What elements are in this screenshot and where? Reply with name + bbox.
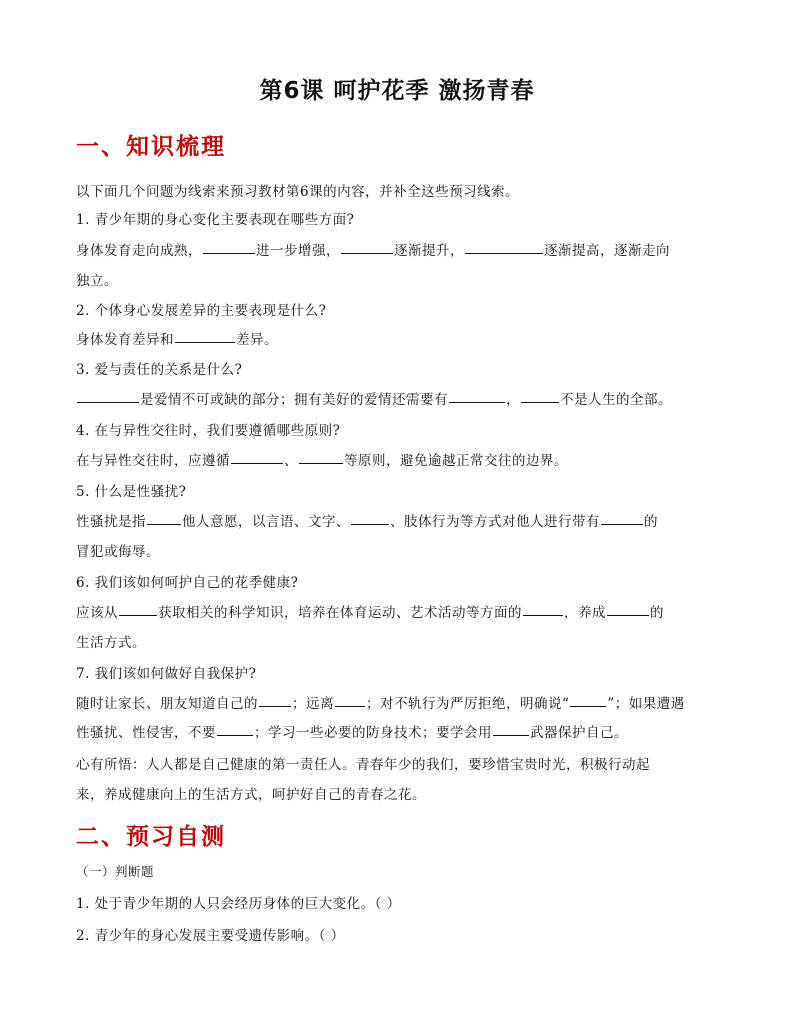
section-heading-selftest: 二、预习自测 xyxy=(76,824,226,850)
answer-7-text-b: ；远离 xyxy=(292,696,334,712)
answer-7-text-d: ”；如果遭遇 xyxy=(607,696,685,712)
question-5: 5. 什么是性骚扰? xyxy=(76,484,187,500)
answer-3-text-b: ， xyxy=(506,392,520,408)
fill-blank[interactable] xyxy=(449,401,505,403)
answer-4-text-c: 等原则，避免逾越正常交往的边界。 xyxy=(344,453,568,469)
answer-7-cont xyxy=(76,721,726,741)
fill-blank[interactable] xyxy=(119,614,157,616)
answer-4-text-a: 在与异性交往时，应遵循 xyxy=(76,453,230,469)
answer-6-text-a: 应该从 xyxy=(76,605,118,621)
subsection-judgement: （一）判断题 xyxy=(76,864,155,879)
fill-blank[interactable] xyxy=(465,252,543,254)
fill-blank[interactable] xyxy=(351,523,389,525)
answer-6-text-d: 的 xyxy=(650,605,664,621)
answer-7-text-a: 随时让家长、朋友知道自己的 xyxy=(76,696,258,712)
answer-3-text-a: 是爱情不可或缺的部分；拥有美好的爱情还需要有 xyxy=(140,392,448,408)
answer-6-text-b: 获取相关的科学知识，培养在体育运动、艺术活动等方面的 xyxy=(158,605,522,621)
answer-7-text-e: 性骚扰、性侵害，不要 xyxy=(76,725,216,741)
answer-5 xyxy=(76,510,726,530)
fill-blank[interactable] xyxy=(299,462,343,464)
fill-blank[interactable] xyxy=(570,705,606,707)
answer-3-text-c: 不是人生的全部。 xyxy=(560,392,672,408)
answer-7-text-f: ；学习一些必要的防身技术；要学会用 xyxy=(254,725,492,741)
page-title: 第6课 呵护花季 激扬青春 xyxy=(259,78,535,104)
answer-5-text-d: 的 xyxy=(644,514,658,530)
section-heading-knowledge: 一、知识梳理 xyxy=(76,134,226,160)
answer-2-text-a: 身体发育差异和 xyxy=(76,332,174,348)
answer-2 xyxy=(76,328,726,348)
fill-blank[interactable] xyxy=(335,705,365,707)
answer-5-text-a: 性骚扰是指 xyxy=(76,514,146,530)
fill-blank[interactable] xyxy=(259,705,291,707)
fill-blank[interactable] xyxy=(77,401,139,403)
answer-7-text-c: ；对不轨行为严厉拒绝，明确说“ xyxy=(366,696,570,712)
answer-6 xyxy=(76,601,726,621)
answer-4 xyxy=(76,449,726,469)
answer-7 xyxy=(76,692,726,712)
answer-5-cont: 冒犯或侮辱。 xyxy=(76,544,160,560)
answer-5-text-c: 、肢体行为等方式对他人进行带有 xyxy=(390,514,600,530)
answer-6-cont: 生活方式。 xyxy=(76,635,146,651)
test-item-1: 1. 处于青少年期的人只会经历身体的巨大变化。（ ） xyxy=(76,896,401,912)
answer-3 xyxy=(76,388,726,408)
question-2: 2. 个体身心发展差异的主要表现是什么? xyxy=(76,303,327,319)
answer-1 xyxy=(76,239,726,259)
question-3: 3. 爱与责任的关系是什么? xyxy=(76,362,243,378)
answer-6-text-c: ，养成 xyxy=(564,605,606,621)
question-1: 1. 青少年期的身心变化主要表现在哪些方面? xyxy=(76,212,355,228)
reflection-line-2: 来，养成健康向上的生活方式，呵护好自己的青春之花。 xyxy=(76,787,426,803)
fill-blank[interactable] xyxy=(341,252,393,254)
fill-blank[interactable] xyxy=(601,523,643,525)
answer-1-text-b: 进一步增强， xyxy=(256,243,340,259)
answer-1-text-d: 逐渐提高，逐渐走向 xyxy=(544,243,670,259)
answer-4-text-b: 、 xyxy=(284,453,298,469)
answer-7-text-g: 武器保护自己。 xyxy=(530,725,628,741)
fill-blank[interactable] xyxy=(231,462,283,464)
question-7: 7. 我们该如何做好自我保护? xyxy=(76,666,257,682)
answer-1-cont: 独立。 xyxy=(76,273,118,289)
fill-blank[interactable] xyxy=(607,614,649,616)
answer-5-text-b: 他人意愿，以言语、文字、 xyxy=(182,514,350,530)
reflection-line-1: 心有所悟：人人都是自己健康的第一责任人。青春年少的我们，要珍惜宝贵时光，积极行动起 xyxy=(76,757,650,773)
fill-blank[interactable] xyxy=(147,523,181,525)
fill-blank[interactable] xyxy=(493,734,529,736)
fill-blank[interactable] xyxy=(217,734,253,736)
fill-blank[interactable] xyxy=(521,401,559,403)
intro-text: 以下面几个问题为线索来预习教材第6课的内容，并补全这些预习线索。 xyxy=(76,184,520,200)
test-item-2: 2. 青少年的身心发展主要受遗传影响。（ ） xyxy=(76,928,345,944)
fill-blank[interactable] xyxy=(175,341,235,343)
question-6: 6. 我们该如何呵护自己的花季健康? xyxy=(76,575,299,591)
answer-1-text-a: 身体发育走向成熟， xyxy=(76,243,202,259)
answer-1-text-c: 逐渐提升， xyxy=(394,243,464,259)
fill-blank[interactable] xyxy=(523,614,563,616)
answer-2-text-b: 差异。 xyxy=(236,332,278,348)
question-4: 4. 在与异性交往时，我们要遵循哪些原则? xyxy=(76,423,341,439)
fill-blank[interactable] xyxy=(203,252,255,254)
